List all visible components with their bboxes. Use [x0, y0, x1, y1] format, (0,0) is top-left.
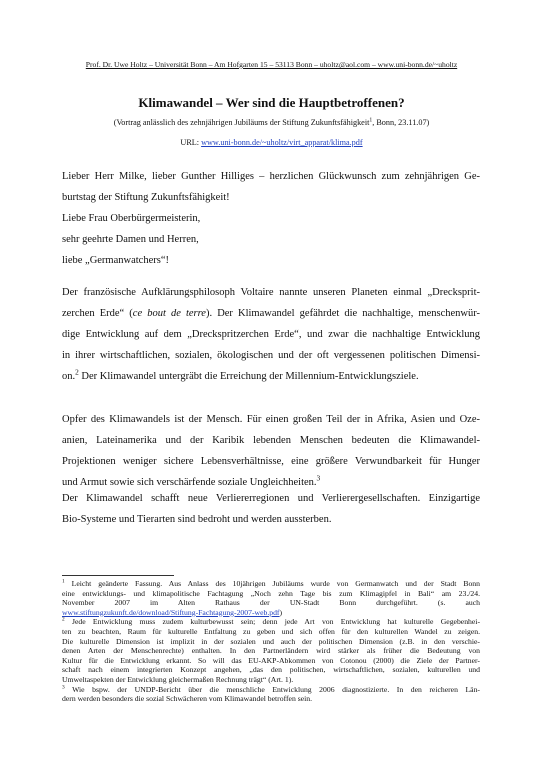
footnote-line: dern werden besonders die sozial Schwächeren vom Klimawandel betroffen sein. [62, 694, 313, 704]
italic-quote: ce bout de terre [132, 308, 206, 319]
greeting-line: sehr geehrte Damen und Herren, [62, 234, 199, 245]
page-title: Klimawandel – Wer sind die Hauptbetroffenen? [138, 95, 405, 110]
footnotes [62, 579, 480, 704]
footnote-ref-2[interactable]: 2 [75, 367, 79, 377]
footnote-text: Wie bspw. der UNDP-Bericht über die menschliche Entwicklung 2006 diagnostizierte. In den reicheren Län- [64, 684, 480, 694]
paragraph-losers [62, 488, 480, 530]
footnote-1 [62, 579, 480, 589]
paragraph-line: Der Klimawandel schafft neue Verliererregionen und Verlierergesellschaften. Einzigartige [62, 493, 480, 504]
footnote-2 [62, 617, 480, 627]
paragraph-line: Der französische Aufklärungsphilosoph Voltaire nannte unseren Planeten einmal „Drecksprit- [62, 287, 480, 298]
footnote-line: eine entwicklungs- und klimapolitische Fachtagung „Noch zehn Tage bis zum Klimagipfel in Bali“ am 23./24. [62, 588, 480, 598]
footnote-line: ten zu beachten, Raum für kulturelle Entfaltung zu geben und sich offen für den kulturellen Wandel zu zeigen. [62, 626, 480, 636]
paragraph-line: anien, Lateinamerika und der Karibik lebenden Menschen bedeuten die Klimawandel- [62, 435, 480, 446]
footnote-line [62, 608, 480, 618]
greeting-block [62, 166, 480, 271]
footnote-line: schaft nach einem integrierten Konzept angehen, „das den politischen, wirtschaftlichen, sozialen, kulturellen und [62, 665, 480, 675]
footnote-line: November 2007 im Alten Rathaus der UN-Stadt Bonn durchgeführt. (s. auch [62, 598, 480, 608]
footnote-3 [62, 685, 480, 695]
subtitle [0, 118, 543, 127]
paragraph-line: Opfer des Klimawandels ist der Mensch. Für einen großen Teil der in Afrika, Asien und Oze- [62, 414, 480, 425]
paragraph-voltaire [62, 282, 480, 387]
text-span: zerchen Erde“ ( [62, 308, 133, 319]
footnote-ref-3[interactable]: 3 [316, 473, 321, 483]
footnote-line: Umweltaspekten der Entwicklung gleichermaßen Rechnung trägt“ (Art. 1). [62, 674, 294, 684]
greeting-line: Lieber Herr Milke, lieber Gunther Hilliges – herzlichen Glückwunsch zum zehnjährigen Ge- [62, 171, 480, 182]
letterhead: Prof. Dr. Uwe Holtz – Universität Bonn – Am Hofgarten 15 – 53113 Bonn – uholtz@aol.com – www.uni-bonn.de/~uholtz [85, 60, 458, 69]
paragraph-line: Projektionen weniger sichere Lebensverhältnisse, eine größere Verwundbarkeit für Hunger [62, 456, 480, 467]
footnote-text: Jede Entwicklung muss zudem kulturbewusst sein; denn jede Art von Entwicklung hat kulturelle Gegebenhei- [64, 617, 480, 627]
greeting-line: liebe „Germanwatchers“! [62, 255, 169, 266]
footnote-separator [62, 575, 174, 576]
footnote-number: 2 [62, 616, 65, 623]
footnote-line: Die kulturelle Dimension ist implizit in der sozialen und auch der politischen Dimension (z.B. in den verschie- [62, 636, 480, 646]
footnote-number: 3 [62, 683, 65, 690]
fachtagung-link[interactable]: www.stiftungzukunft.de/download/Stiftung-Fachtagung-2007-web.pdf [62, 607, 280, 617]
greeting-line: burtstag der Stiftung Zukunftsfähigkeit! [62, 192, 230, 203]
url-line [0, 138, 543, 147]
paragraph-line: dige Entwicklung auf dem „Dreckspritzerchen Erde“, und zwar die nachhaltige Entwicklung [62, 329, 480, 340]
footnote-line: Kultur für die Entwicklung erkannt. So will das EU-AKP-Abkommen von Cotonou (2000) die Ziele der Partner- [62, 655, 480, 665]
document-url-link[interactable]: www.uni-bonn.de/~uholtz/virt_apparat/klima.pdf [201, 138, 363, 147]
paragraph-line: Bio-Systeme und Tierarten sind bedroht und werden aussterben. [62, 514, 332, 525]
paragraph-victims [62, 409, 480, 493]
subtitle-text: (Vortrag anlässlich des zehnjährigen Jubiläums der Stiftung Zukunftsfähigkeit [113, 118, 370, 127]
footnote-text: Leicht geänderte Fassung. Aus Anlass des 10jährigen Jubiläums wurde von Germanwatch und der Stadt Bonn [64, 579, 480, 588]
text-span: on. [62, 371, 76, 382]
subtitle-date: , Bonn, 23.11.07) [372, 118, 430, 127]
text-span: Der Klimawandel untergräbt die Erreichung der Millennium-Entwicklungsziele. [78, 371, 419, 382]
footnote-text: ) [279, 607, 283, 617]
text-span: und Armut sowie sich verschärfende soziale Ungleichheiten. [62, 477, 317, 488]
paragraph-line [62, 366, 480, 387]
url-label: URL: [180, 138, 202, 147]
paragraph-line [62, 303, 480, 324]
paragraph-line: in ihrer wirtschaftlichen, sozialen, ökologischen und der oft vergessenen politischen Dimensi- [62, 350, 480, 361]
footnote-line: denen Arten der Menschenrechte) enthalten. In den Partnerländern wird stärker als früher die Bedeutung von [62, 646, 480, 656]
footnote-ref-1[interactable]: 1 [369, 117, 373, 124]
footnote-number: 1 [62, 578, 65, 585]
greeting-line: Liebe Frau Oberbürgermeisterin, [62, 213, 201, 224]
text-span: ). Der Klimawandel gefährdet die nachhaltige, menschenwür- [205, 308, 481, 319]
